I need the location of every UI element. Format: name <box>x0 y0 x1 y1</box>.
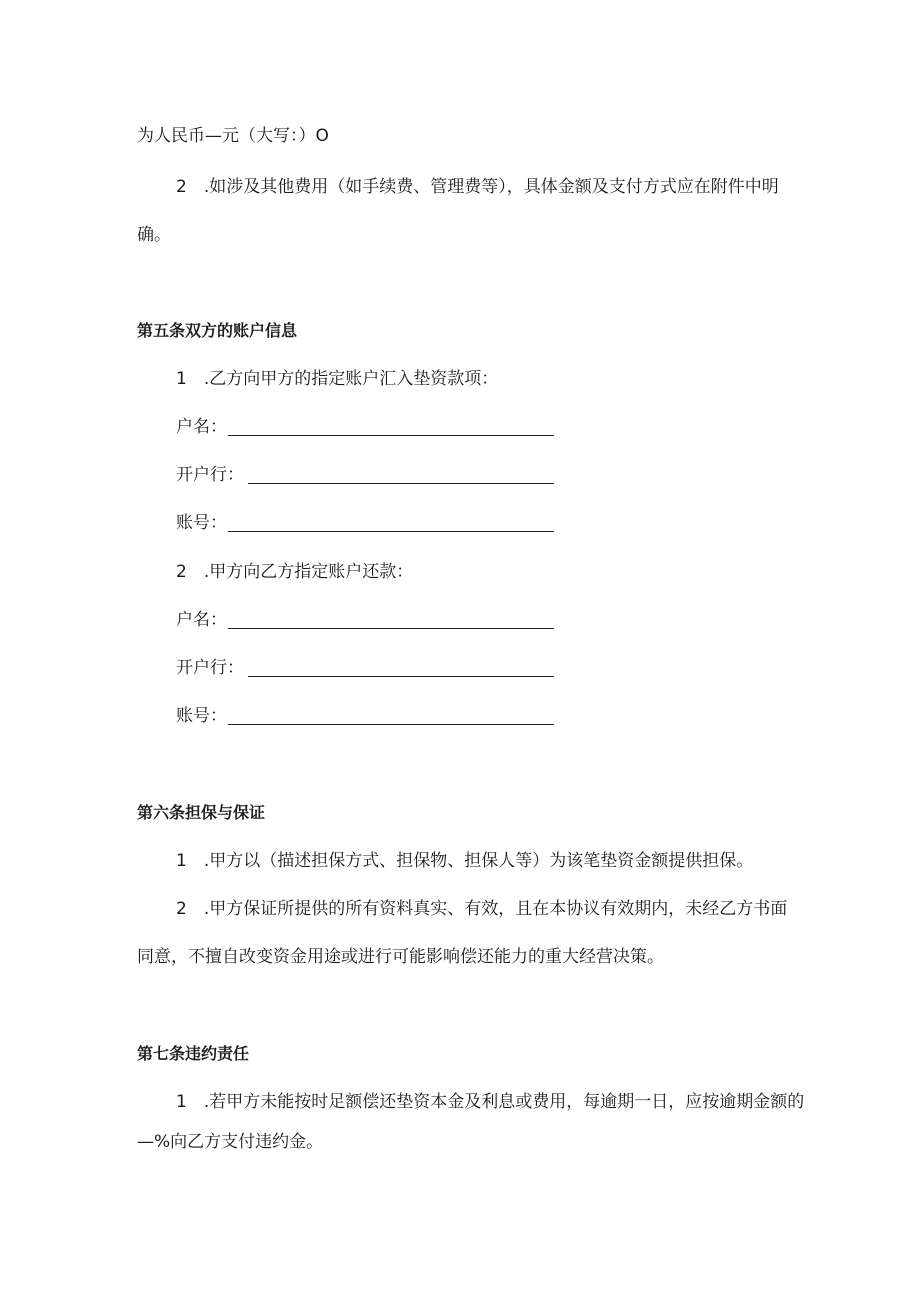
article-7-heading: 第七条违约责任 <box>137 1044 250 1063</box>
account-number-label: 账号： <box>176 706 227 726</box>
account-name-field-2[interactable] <box>176 609 227 631</box>
article-5-item-2: 2 .甲方向乙方指定账户还款： <box>176 562 414 582</box>
account-name-label: 户名： <box>176 610 227 630</box>
bank-label: 开户行： <box>176 465 244 485</box>
article-7-item-1: 1 .若甲方未能按时足额偿还垫资本金及利息或费用，每逾期一日，应按逾期金额的 <box>176 1092 805 1112</box>
clause-4-item-2: 2 .如涉及其他费用（如手续费、管理费等），具体金额及支付方式应在附件中明 <box>176 177 779 197</box>
clause-4-item-2-cont: 确。 <box>137 225 171 245</box>
article-5-heading: 第五条双方的账户信息 <box>137 321 298 340</box>
article-7-item-1-cont: —%向乙方支付违约金。 <box>137 1132 324 1152</box>
fill-in-line[interactable] <box>248 676 554 677</box>
bank-field-2[interactable] <box>176 657 244 679</box>
article-5-item-1: 1 .乙方向甲方的指定账户汇入垫资款项： <box>176 369 499 389</box>
article-6-item-2-cont: 同意，不擅自改变资金用途或进行可能影响偿还能力的重大经营决策。 <box>137 947 664 967</box>
fill-in-line[interactable] <box>228 531 554 532</box>
account-name-label: 户名： <box>176 417 227 437</box>
fill-in-line[interactable] <box>228 628 554 629</box>
article-6-item-1: 1 .甲方以（描述担保方式、担保物、担保人等）为该笔垫资金额提供担保。 <box>176 851 754 871</box>
fill-in-line[interactable] <box>228 724 554 725</box>
article-6-item-2: 2 .甲方保证所提供的所有资料真实、有效，且在本协议有效期内，未经乙方书面 <box>176 899 788 919</box>
bank-label: 开户行： <box>176 658 244 678</box>
account-number-field-2[interactable] <box>176 705 227 727</box>
fill-in-line[interactable] <box>228 435 554 436</box>
article-6-heading: 第六条担保与保证 <box>137 803 266 822</box>
bank-field-1[interactable] <box>176 464 244 486</box>
fill-in-line[interactable] <box>248 483 554 484</box>
account-number-field-1[interactable] <box>176 512 227 534</box>
account-number-label: 账号： <box>176 513 227 533</box>
account-name-field-1[interactable] <box>176 416 227 438</box>
clause-4-amount-line: 为人民币—元（大写：）O <box>137 126 329 146</box>
